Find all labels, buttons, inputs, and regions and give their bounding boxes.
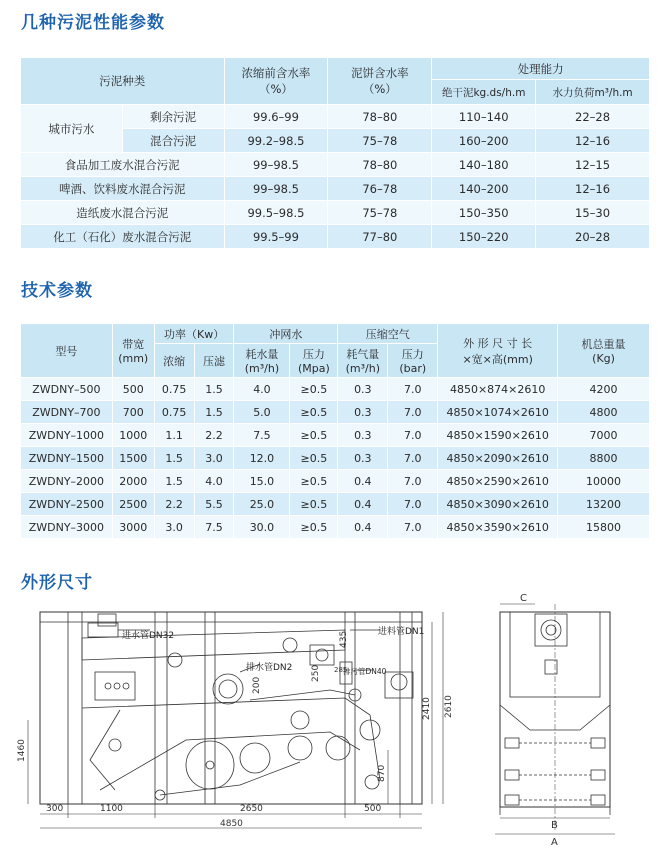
cell-p1: 1.5 — [154, 470, 194, 493]
inlet-water-label: 进水管DN32 — [122, 631, 175, 641]
dim-435: 435 — [339, 630, 349, 648]
cell-model: ZWDNY–3000 — [21, 516, 113, 539]
row-name: 化工（石化）废水混合污泥 — [21, 225, 225, 249]
cell-weight: 8800 — [558, 447, 650, 470]
cell-width: 2000 — [112, 470, 154, 493]
cell-model: ZWDNY–1000 — [21, 424, 113, 447]
table-row — [21, 493, 650, 516]
dimensions-header: 外 形 尺 寸 长×宽×高(mm) — [438, 324, 558, 378]
cell-p2: 3.0 — [194, 447, 234, 470]
dim-500: 500 — [364, 804, 382, 814]
cell-p2: 4.0 — [194, 470, 234, 493]
cell-weight: 4200 — [558, 378, 650, 401]
cell-ap: 7.0 — [388, 470, 438, 493]
water-use-header: 耗水量(m³/h) — [234, 344, 290, 378]
dim-285: 285 — [334, 666, 348, 674]
cell-water: 5.0 — [234, 401, 290, 424]
tech-section-title: 技术参数 — [21, 281, 93, 301]
cell-weight: 13200 — [558, 493, 650, 516]
power-header: 功率（Kw） — [154, 324, 234, 344]
row-name: 造纸废水混合污泥 — [21, 201, 225, 225]
cell: 75–78 — [328, 129, 432, 153]
city-sewage-label: 城市污水 — [21, 105, 123, 153]
cell-air: 0.4 — [338, 470, 388, 493]
cell-water: 25.0 — [234, 493, 290, 516]
cell-water: 15.0 — [234, 470, 290, 493]
cell-air: 0.4 — [338, 516, 388, 539]
cell: 78–80 — [328, 105, 432, 129]
compressed-air-header: 压缩空气 — [338, 324, 438, 344]
table-row — [21, 177, 650, 201]
table-row — [21, 401, 650, 424]
table-row — [21, 424, 650, 447]
cell-wp: ≥0.5 — [290, 470, 338, 493]
belt-width-header: 带宽(mm) — [112, 324, 154, 378]
cell-wp: ≥0.5 — [290, 401, 338, 424]
technical-parameters-table — [20, 323, 650, 539]
hydraulic-load-header: 水力负荷m³/h.m — [536, 80, 650, 105]
row-name: 混合污泥 — [122, 129, 224, 153]
power-thicken-header: 浓缩 — [154, 344, 194, 378]
table-row — [21, 378, 650, 401]
cell-width: 2500 — [112, 493, 154, 516]
cell: 77–80 — [328, 225, 432, 249]
wash-water-header: 冲网水 — [234, 324, 338, 344]
cell: 12–16 — [536, 177, 650, 201]
power-press-header: 压滤 — [194, 344, 234, 378]
cell: 150–220 — [432, 225, 536, 249]
dim-2410: 2410 — [422, 697, 432, 720]
sludge-section-title: 几种污泥性能参数 — [21, 13, 165, 33]
dim-b: B — [551, 820, 558, 831]
cell-p2: 1.5 — [194, 378, 234, 401]
cell-wp: ≥0.5 — [290, 447, 338, 470]
cell: 78–80 — [328, 153, 432, 177]
cell-air: 0.4 — [338, 493, 388, 516]
cell-water: 12.0 — [234, 447, 290, 470]
cell-width: 700 — [112, 401, 154, 424]
cell-model: ZWDNY–500 — [21, 378, 113, 401]
cell: 110–140 — [432, 105, 536, 129]
cell-water: 4.0 — [234, 378, 290, 401]
cell: 150–350 — [432, 201, 536, 225]
row-name: 剩余污泥 — [122, 105, 224, 129]
cell-ap: 7.0 — [388, 516, 438, 539]
dim-4850: 4850 — [220, 819, 243, 829]
air-use-header: 耗气量(m³/h) — [338, 344, 388, 378]
cell-width: 3000 — [112, 516, 154, 539]
row-name: 啤酒、饮料废水混合污泥 — [21, 177, 225, 201]
drawing-annotations — [0, 590, 671, 858]
dim-300: 300 — [46, 804, 64, 814]
capacity-header: 处理能力 — [432, 58, 650, 80]
cell-wp: ≥0.5 — [290, 493, 338, 516]
cell-air: 0.3 — [338, 401, 388, 424]
cell-size: 4850×2590×2610 — [438, 470, 558, 493]
cell-p1: 3.0 — [154, 516, 194, 539]
cell: 15–30 — [536, 201, 650, 225]
water-pressure-header: 压力(Mpa) — [290, 344, 338, 378]
cell-weight: 7000 — [558, 424, 650, 447]
cell: 99.5–99 — [224, 225, 328, 249]
table-row — [21, 470, 650, 493]
cell: 160–200 — [432, 129, 536, 153]
cell: 99–98.5 — [224, 153, 328, 177]
cell-water: 7.5 — [234, 424, 290, 447]
dim-200: 200 — [252, 676, 262, 694]
cell-p1: 0.75 — [154, 378, 194, 401]
row-name: 食品加工废水混合污泥 — [21, 153, 225, 177]
cell-ap: 7.0 — [388, 493, 438, 516]
cell: 12–16 — [536, 129, 650, 153]
cell-model: ZWDNY–2000 — [21, 470, 113, 493]
cell: 22–28 — [536, 105, 650, 129]
cell-p1: 1.1 — [154, 424, 194, 447]
cell: 140–180 — [432, 153, 536, 177]
table-row — [21, 201, 650, 225]
dim-1100: 1100 — [100, 804, 123, 814]
dim-870: 870 — [377, 764, 387, 782]
feed-pipe-label: 进料管DN1 — [378, 627, 425, 637]
dim-1460: 1460 — [17, 739, 27, 762]
weight-header: 机总重量(Kg) — [558, 324, 650, 378]
cell-model: ZWDNY–700 — [21, 401, 113, 424]
model-header: 型号 — [21, 324, 113, 378]
cell-ap: 7.0 — [388, 447, 438, 470]
cell-size: 4850×1074×2610 — [438, 401, 558, 424]
cell-p1: 0.75 — [154, 401, 194, 424]
dim-250: 250 — [311, 664, 321, 682]
cake-moisture-header: 泥饼含水率（%） — [328, 58, 432, 105]
cell-weight: 10000 — [558, 470, 650, 493]
dim-2650: 2650 — [240, 804, 263, 814]
dry-sludge-header: 绝干泥kg.ds/h.m — [432, 80, 536, 105]
cell-size: 4850×1590×2610 — [438, 424, 558, 447]
cell-p2: 1.5 — [194, 401, 234, 424]
cell-water: 30.0 — [234, 516, 290, 539]
cell-ap: 7.0 — [388, 378, 438, 401]
cell-air: 0.3 — [338, 447, 388, 470]
moisture-before-header: 浓缩前含水率（%） — [224, 58, 328, 105]
cell-width: 1500 — [112, 447, 154, 470]
cell-p2: 7.5 — [194, 516, 234, 539]
cell-air: 0.3 — [338, 378, 388, 401]
table-row — [21, 105, 650, 129]
discharge-pipe-label: 排污管DN40 — [343, 667, 387, 676]
cell-p2: 2.2 — [194, 424, 234, 447]
dim-c: C — [520, 593, 527, 604]
cell-width: 500 — [112, 378, 154, 401]
cell-weight: 4800 — [558, 401, 650, 424]
cell: 12–15 — [536, 153, 650, 177]
cell: 99.2–98.5 — [224, 129, 328, 153]
cell-size: 4850×3590×2610 — [438, 516, 558, 539]
cell-air: 0.3 — [338, 424, 388, 447]
dim-2610: 2610 — [444, 695, 454, 718]
table-row — [21, 225, 650, 249]
cell-p1: 1.5 — [154, 447, 194, 470]
cell: 76–78 — [328, 177, 432, 201]
dims-section-title: 外形尺寸 — [21, 573, 93, 593]
air-pressure-header: 压力(bar) — [388, 344, 438, 378]
cell: 75–78 — [328, 201, 432, 225]
cell-model: ZWDNY–2500 — [21, 493, 113, 516]
cell: 20–28 — [536, 225, 650, 249]
sludge-type-header: 污泥种类 — [21, 58, 225, 105]
dim-a: A — [551, 837, 558, 848]
cell: 99–98.5 — [224, 177, 328, 201]
cell-p2: 5.5 — [194, 493, 234, 516]
cell: 140–200 — [432, 177, 536, 201]
cell-model: ZWDNY–1500 — [21, 447, 113, 470]
cell-weight: 15800 — [558, 516, 650, 539]
cell-width: 1000 — [112, 424, 154, 447]
cell-size: 4850×2090×2610 — [438, 447, 558, 470]
cell-wp: ≥0.5 — [290, 424, 338, 447]
sludge-parameters-table — [20, 57, 650, 249]
cell-wp: ≥0.5 — [290, 516, 338, 539]
drain-pipe-label: 排水管DN2 — [246, 663, 293, 673]
cell-ap: 7.0 — [388, 424, 438, 447]
cell-wp: ≥0.5 — [290, 378, 338, 401]
table-row — [21, 153, 650, 177]
cell: 99.6–99 — [224, 105, 328, 129]
cell: 99.5–98.5 — [224, 201, 328, 225]
table-row — [21, 447, 650, 470]
table-row — [21, 516, 650, 539]
cell-size: 4850×3090×2610 — [438, 493, 558, 516]
cell-p1: 2.2 — [154, 493, 194, 516]
cell-ap: 7.0 — [388, 401, 438, 424]
cell-size: 4850×874×2610 — [438, 378, 558, 401]
